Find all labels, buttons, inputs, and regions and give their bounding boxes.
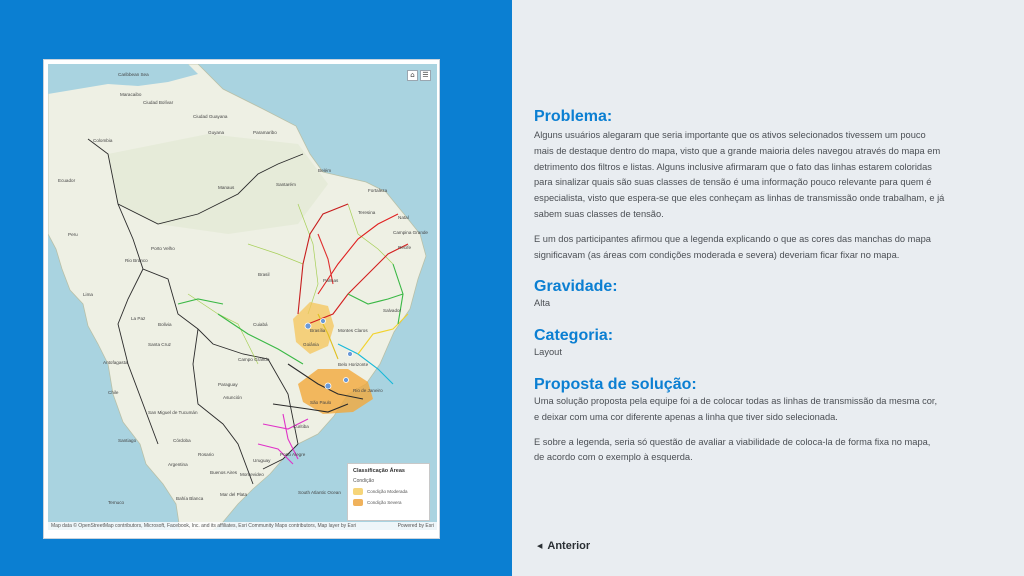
place-label: Natal: [398, 215, 409, 220]
place-label: Brasil: [258, 272, 270, 277]
place-label: Ecuador: [58, 178, 76, 183]
place-label: Buenos Aires: [210, 470, 238, 475]
text-line: E um dos participantes afirmou que a legenda explicando o que as cores das manchas do mapa: [534, 233, 931, 244]
place-label: South Atlantic Ocean: [298, 490, 341, 495]
category-title: Categoria:: [534, 327, 614, 345]
text-line: E sobre a legenda, seria só questão de avaliar a viabilidade de coloca-la de forma fixa no mapa,: [534, 436, 931, 447]
place-label: Ciudad Guayana: [193, 114, 228, 119]
place-label: Rosario: [198, 452, 214, 457]
findings-content: [534, 108, 992, 466]
place-label: Montevideo: [240, 472, 264, 477]
place-label: Paramaribo: [253, 130, 277, 135]
right-panel: [512, 0, 1024, 576]
text-line: Uma solução proposta pela equipe foi a de colocar todas as linhas de transmissão da mesma cor,: [534, 395, 938, 406]
list-icon[interactable]: ☰: [420, 70, 431, 81]
place-label: Ciudad Bolívar: [143, 100, 174, 105]
problem-title: Problema:: [534, 108, 613, 125]
problem-text: [534, 128, 992, 263]
chevron-left-icon: ◀: [537, 542, 543, 550]
place-label: Paraguay: [218, 382, 238, 387]
solution-title: Proposta de solução:: [534, 375, 697, 393]
category-value: Layout: [534, 347, 562, 358]
place-label: Rio Branco: [125, 258, 148, 263]
text-line: detrimento dos filtros e listas. Alguns inclusive afirmaram que o fato das linhas estarem coloridas: [534, 161, 932, 172]
map-legend: [347, 463, 430, 521]
place-label: Goiânia: [303, 342, 319, 347]
place-label: Asunción: [223, 395, 242, 400]
category-section: [534, 327, 992, 361]
legend-label: Condição Moderada: [367, 489, 408, 494]
place-label: Manaus: [218, 185, 235, 190]
attribution-text: Map data © OpenStreetMap contributors, Microsoft, Facebook, Inc. and its affiliates, Esri Community Maps contributors, Map layer by Esri: [51, 523, 357, 529]
place-label: Palmas: [323, 278, 339, 283]
place-label: Colombia: [93, 138, 113, 143]
legend-item-severe: [353, 499, 424, 506]
place-label: Curitiba: [293, 424, 309, 429]
text-line: e deixar com uma cor diferente apenas a linha que tiver sido selecionada.: [534, 411, 838, 422]
text-line: de acordo com o exemplo à esquerda.: [534, 452, 693, 463]
map-frame: [43, 59, 440, 539]
place-label: Cuiabá: [253, 322, 268, 327]
home-icon[interactable]: ⌂: [407, 70, 418, 81]
map-view[interactable]: [48, 64, 437, 530]
place-label: Lima: [83, 292, 93, 297]
previous-button[interactable]: [537, 540, 590, 552]
place-label: Salvador: [383, 308, 402, 313]
place-label: Santiago: [118, 438, 137, 443]
place-label: Belém: [318, 168, 332, 173]
place-label: Santarém: [276, 182, 296, 187]
text-line: para sinalizar quais são suas classes de tensão é uma informação pouco relevante para quem é: [534, 177, 932, 188]
place-label: Belo Horizonte: [338, 362, 369, 367]
text-line: sabem suas classes de tensão.: [534, 208, 664, 219]
problem-section: [534, 108, 992, 263]
place-label: São Paulo: [310, 400, 332, 405]
place-label: Antofagasta: [103, 360, 128, 365]
place-label: La Paz: [131, 316, 146, 321]
place-label: Teresina: [358, 210, 376, 215]
place-label: Campo Grande: [238, 357, 270, 362]
place-label: Fortaleza: [368, 188, 388, 193]
place-label: Bahía Blanca: [176, 496, 204, 501]
powered-by-link[interactable]: Powered by Esri: [397, 523, 434, 529]
previous-label: Anterior: [547, 540, 591, 552]
place-label: Peru: [68, 232, 78, 237]
legend-label: Condição Severa: [367, 500, 402, 505]
place-label: Porto Alegre: [280, 452, 306, 457]
severity-section: [534, 278, 992, 312]
severity-value: Alta: [534, 298, 551, 309]
text-line: mais de destaque dentro do mapa, visto que a grande maioria deles navegou através do mapa em: [534, 145, 941, 156]
place-label: Chile: [108, 390, 119, 395]
place-label: Rio de Janeiro: [353, 388, 383, 393]
map-toolbar: [407, 70, 431, 81]
legend-swatch: [353, 488, 363, 495]
place-label: Montes Claros: [338, 328, 368, 333]
place-label: Campina Grande: [393, 230, 428, 235]
place-label: Caribbean Sea: [118, 72, 149, 77]
place-label: Brasília: [310, 328, 326, 333]
place-label: Santa Cruz: [148, 342, 171, 347]
legend-subtitle: Condição: [353, 478, 375, 484]
place-label: Mar del Plata: [220, 492, 248, 497]
place-label: Guyana: [208, 130, 225, 135]
map-graphic[interactable]: [48, 64, 437, 530]
place-label: Recife: [398, 245, 412, 250]
solution-text: [534, 394, 992, 466]
text-line: Alguns usuários alegaram que seria importante que os ativos selecionados tivessem um pouco: [534, 130, 926, 140]
south-america-land: [48, 64, 426, 530]
place-label: Temuco: [108, 500, 125, 505]
map-attribution: [48, 522, 437, 530]
text-line: especialista, visto que espera-se que eles conheçam as linhas de transmissão onde trabalham, e já: [534, 193, 945, 204]
place-label: Bolivia: [158, 322, 172, 327]
place-label: Uruguay: [253, 458, 271, 463]
place-label: Argentina: [168, 462, 188, 467]
legend-title: Classificação Áreas: [353, 468, 405, 474]
place-label: Maracaibo: [120, 92, 142, 97]
place-label: Córdoba: [173, 438, 191, 443]
legend-item-moderate: [353, 488, 424, 495]
legend-swatch: [353, 499, 363, 506]
solution-section: [534, 376, 992, 466]
place-label: San Miguel de Tucumán: [148, 410, 198, 415]
severity-title: Gravidade:: [534, 278, 618, 296]
place-label: Porto Velho: [151, 246, 175, 251]
text-line: significavam (as áreas com condições moderada e severa) deveriam ficar fixar no mapa.: [534, 249, 900, 260]
